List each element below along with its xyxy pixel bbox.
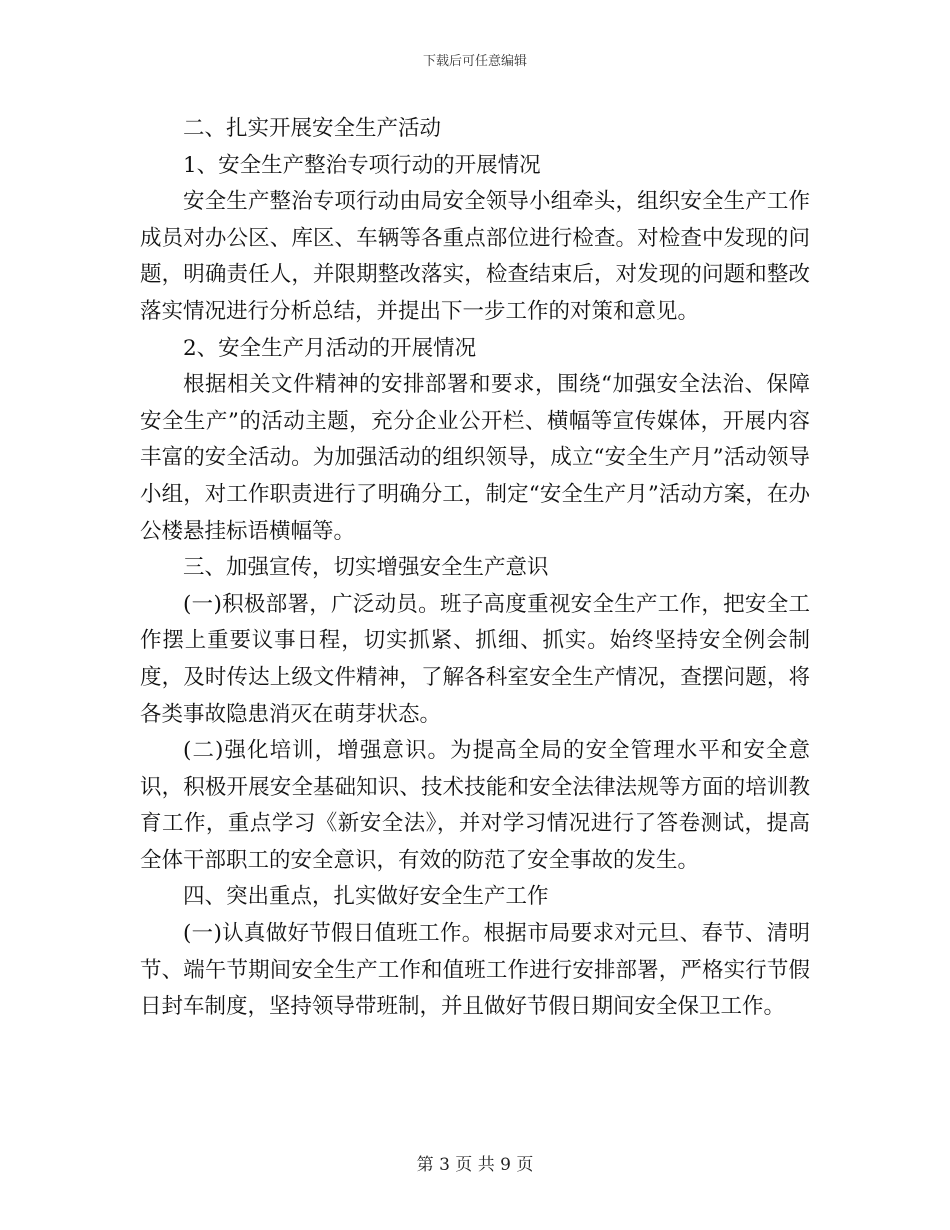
subheading-2-2: 2、安全生产月活动的开展情况 [183, 335, 477, 361]
paragraph: (一)积极部署，广泛动员。班子高度重视安全生产工作，把安全工作摆上重要议事日程，切实抓紧、抓细、抓实。始终坚持安全例会制度，及时传达上级文件精神，了解各科室安全生产情况，查摆问题，将各类事故隐患消灭在萌芽状态。 [140, 591, 810, 727]
paragraph: 根据相关文件精神的安排部署和要求，围绕“加强安全法治、保障安全生产”的活动主题，充分企业公开栏、横幅等宣传媒体，开展内容丰富的安全活动。为加强活动的组织领导，成立“安全生产月”活动领导小组，对工作职责进行了明确分工，制定“安全生产月”活动方案，在办公楼悬挂标语横幅等。 [140, 372, 810, 544]
section-heading-4: 四、突出重点，扎实做好安全生产工作 [183, 884, 549, 910]
page-header: 下载后可任意编辑 [422, 54, 527, 69]
subheading-2-1: 1、安全生产整治专项行动的开展情况 [183, 152, 541, 178]
page-number: 第 3 页 共 9 页 [416, 1155, 534, 1175]
paragraph: (二)强化培训，增强意识。为提高全局的安全管理水平和安全意识，积极开展安全基础知识、技术技能和安全法律法规等方面的培训教育工作，重点学习《新安全法》，并对学习情况进行了答卷测试，提高全体干部职工的安全意识，有效的防范了安全事故的发生。 [140, 738, 810, 873]
section-heading-2: 二、扎实开展安全生产活动 [183, 116, 442, 141]
section-heading-3: 三、加强宣传，切实增强安全生产意识 [183, 555, 549, 581]
document-body [140, 111, 810, 1026]
paragraph: 安全生产整治专项行动由局安全领导小组牵头，组织安全生产工作成员对办公区、库区、车辆等各重点部位进行检查。对检查中发现的问题，明确责任人，并限期整改落实，检查结束后，对发现的问题和整改落实情况进行分析总结，并提出下一步工作的对策和意见。 [140, 189, 810, 324]
paragraph: (一)认真做好节假日值班工作。根据市局要求对元旦、春节、清明节、端午节期间安全生产工作和值班工作进行安排部署，严格实行节假日封车制度，坚持领导带班制，并且做好节假日期间安全保卫工作。 [140, 921, 810, 1020]
